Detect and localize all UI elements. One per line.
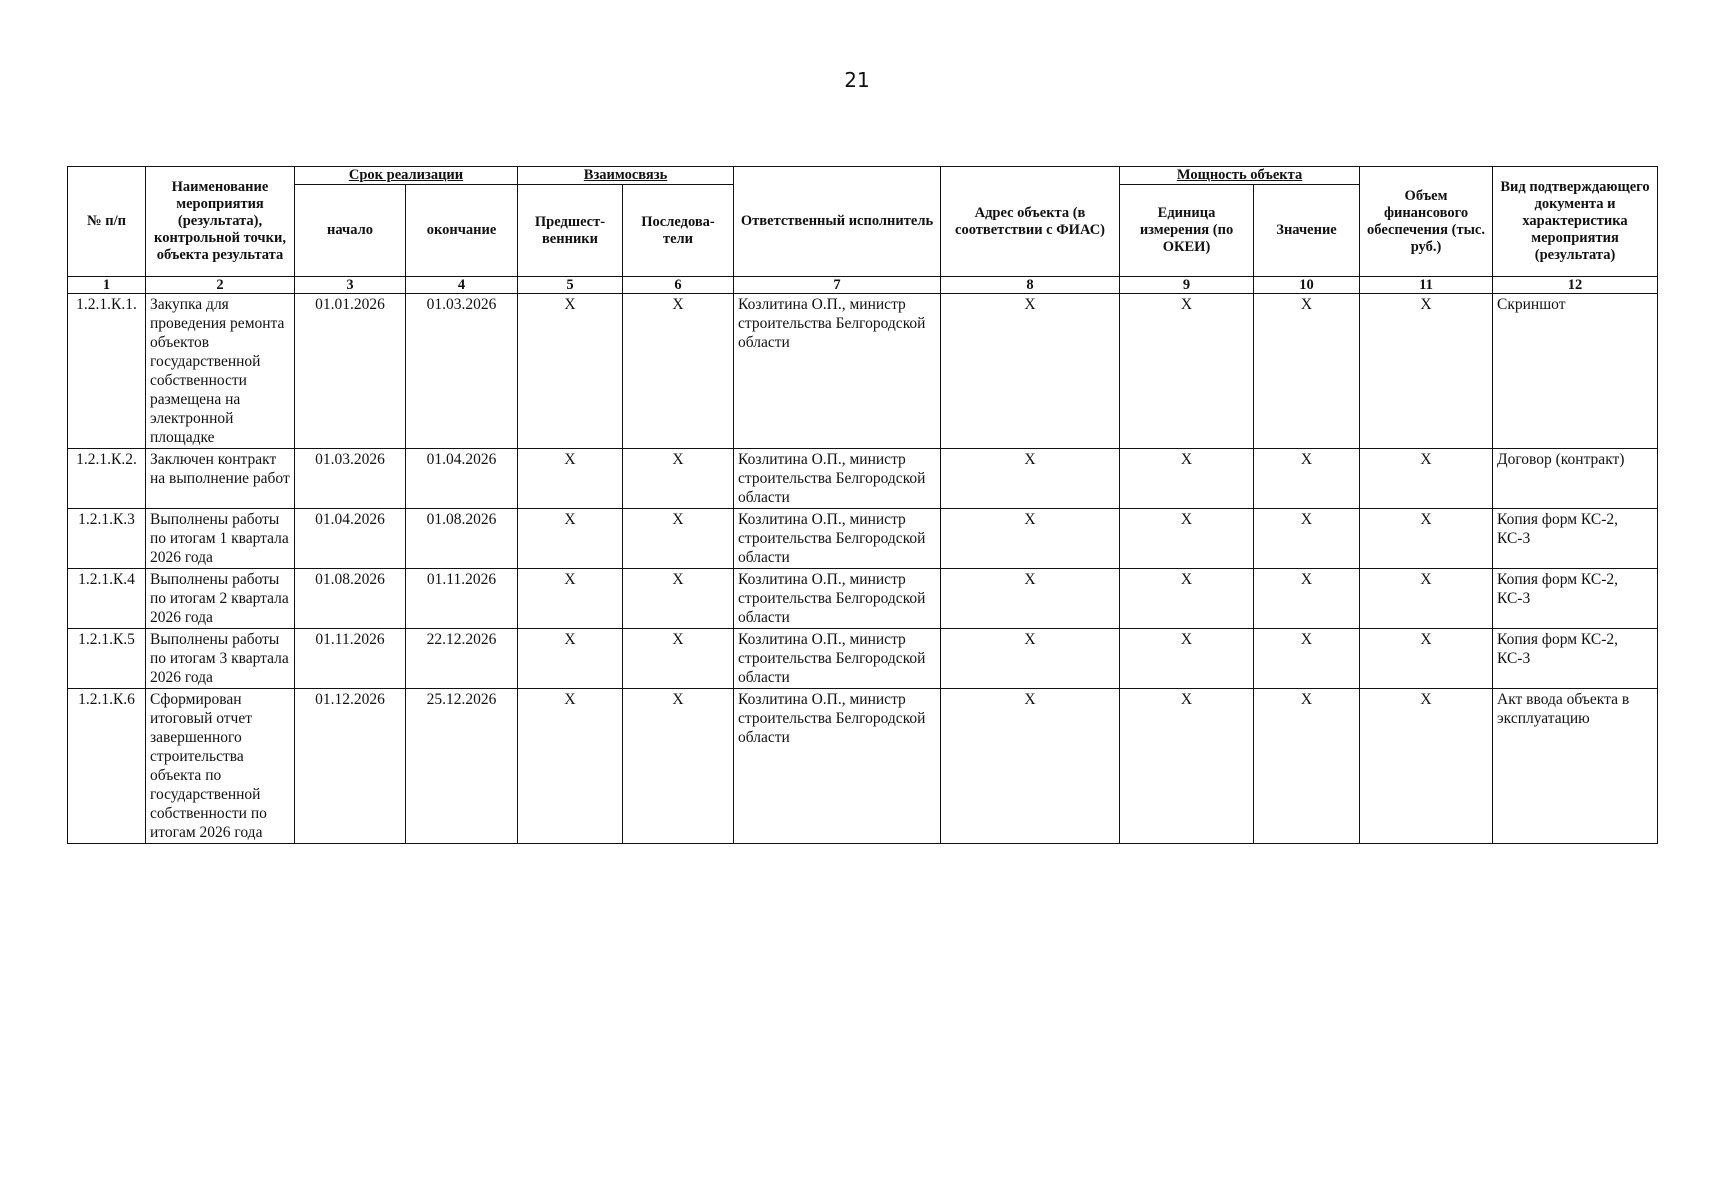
row-unit: X: [1120, 294, 1254, 449]
row-number: 1.2.1.К.4: [68, 569, 146, 629]
row-unit: X: [1120, 689, 1254, 844]
row-number: 1.2.1.К.1.: [68, 294, 146, 449]
header-successors: Последова-тели: [623, 185, 734, 277]
column-number: 3: [295, 277, 406, 294]
row-responsible: Козлитина О.П., министр строительства Белгородской области: [734, 509, 941, 569]
row-value: X: [1254, 509, 1360, 569]
column-number: 11: [1360, 277, 1493, 294]
row-end-date: 22.12.2026: [406, 629, 518, 689]
column-number: 5: [518, 277, 623, 294]
row-successors: X: [623, 509, 734, 569]
table-row: [68, 509, 1658, 569]
header-unit: Единица измерения (по ОКЕИ): [1120, 185, 1254, 277]
row-document: Копия форм КС-2, КС-3: [1493, 509, 1658, 569]
table-row: [68, 689, 1658, 844]
row-end-date: 01.11.2026: [406, 569, 518, 629]
row-responsible: Козлитина О.П., министр строительства Белгородской области: [734, 689, 941, 844]
row-name: Выполнены работы по итогам 2 квартала 2026 года: [146, 569, 295, 629]
row-finance: X: [1360, 629, 1493, 689]
row-start-date: 01.03.2026: [295, 449, 406, 509]
header-num: № п/п: [68, 167, 146, 277]
header-name: Наименование мероприятия (результата), контрольной точки, объекта результата: [146, 167, 295, 277]
row-name: Закупка для проведения ремонта объектов государственной собственности размещена на электронной площадке: [146, 294, 295, 449]
row-responsible: Козлитина О.П., министр строительства Белгородской области: [734, 569, 941, 629]
header-responsible: Ответственный исполнитель: [734, 167, 941, 277]
row-successors: X: [623, 629, 734, 689]
row-finance: X: [1360, 294, 1493, 449]
row-end-date: 01.03.2026: [406, 294, 518, 449]
header-value: Значение: [1254, 185, 1360, 277]
row-start-date: 01.08.2026: [295, 569, 406, 629]
row-successors: X: [623, 294, 734, 449]
row-address: X: [941, 449, 1120, 509]
row-predecessors: X: [518, 629, 623, 689]
row-successors: X: [623, 689, 734, 844]
row-predecessors: X: [518, 689, 623, 844]
row-address: X: [941, 569, 1120, 629]
row-name: Выполнены работы по итогам 1 квартала 2026 года: [146, 509, 295, 569]
column-number: 9: [1120, 277, 1254, 294]
row-number: 1.2.1.К.3: [68, 509, 146, 569]
header-finance: Объем финансового обеспечения (тыс. руб.): [1360, 167, 1493, 277]
table-row: [68, 449, 1658, 509]
column-number: 1: [68, 277, 146, 294]
row-predecessors: X: [518, 449, 623, 509]
column-number: 8: [941, 277, 1120, 294]
row-start-date: 01.12.2026: [295, 689, 406, 844]
column-number: 10: [1254, 277, 1360, 294]
row-finance: X: [1360, 509, 1493, 569]
row-document: Копия форм КС-2, КС-3: [1493, 569, 1658, 629]
row-address: X: [941, 689, 1120, 844]
row-name: Выполнены работы по итогам 3 квартала 2026 года: [146, 629, 295, 689]
row-responsible: Козлитина О.П., министр строительства Белгородской области: [734, 629, 941, 689]
header-document: Вид подтверждающего документа и характеристика мероприятия (результата): [1493, 167, 1658, 277]
row-unit: X: [1120, 509, 1254, 569]
row-document: Скриншот: [1493, 294, 1658, 449]
column-number: 7: [734, 277, 941, 294]
row-address: X: [941, 509, 1120, 569]
column-number: 6: [623, 277, 734, 294]
row-value: X: [1254, 629, 1360, 689]
header-address: Адрес объекта (в соответствии с ФИАС): [941, 167, 1120, 277]
header-start: начало: [295, 185, 406, 277]
row-document: Копия форм КС-2, КС-3: [1493, 629, 1658, 689]
row-responsible: Козлитина О.П., министр строительства Белгородской области: [734, 449, 941, 509]
row-unit: X: [1120, 449, 1254, 509]
row-number: 1.2.1.К.5: [68, 629, 146, 689]
row-document: Акт ввода объекта в эксплуатацию: [1493, 689, 1658, 844]
header-row-1: [68, 167, 1658, 185]
row-end-date: 01.08.2026: [406, 509, 518, 569]
table-row: [68, 629, 1658, 689]
row-responsible: Козлитина О.П., министр строительства Белгородской области: [734, 294, 941, 449]
row-predecessors: X: [518, 294, 623, 449]
row-predecessors: X: [518, 569, 623, 629]
row-value: X: [1254, 449, 1360, 509]
row-start-date: 01.11.2026: [295, 629, 406, 689]
header-capacity-group: Мощность объекта: [1120, 167, 1360, 185]
row-start-date: 01.01.2026: [295, 294, 406, 449]
row-number: 1.2.1.К.2.: [68, 449, 146, 509]
row-finance: X: [1360, 449, 1493, 509]
table-row: [68, 294, 1658, 449]
column-number: 12: [1493, 277, 1658, 294]
header-link-group: Взаимосвязь: [518, 167, 734, 185]
row-successors: X: [623, 569, 734, 629]
row-start-date: 01.04.2026: [295, 509, 406, 569]
row-name: Заключен контракт на выполнение работ: [146, 449, 295, 509]
row-document: Договор (контракт): [1493, 449, 1658, 509]
row-address: X: [941, 629, 1120, 689]
row-name: Сформирован итоговый отчет завершенного строительства объекта по государственной собственности по итогам 2026 года: [146, 689, 295, 844]
table-row: [68, 569, 1658, 629]
row-end-date: 01.04.2026: [406, 449, 518, 509]
row-unit: X: [1120, 629, 1254, 689]
header-end: окончание: [406, 185, 518, 277]
row-value: X: [1254, 689, 1360, 844]
header-predecessors: Предшест-венники: [518, 185, 623, 277]
column-number: 2: [146, 277, 295, 294]
page-number: 21: [844, 68, 870, 92]
row-predecessors: X: [518, 509, 623, 569]
row-finance: X: [1360, 569, 1493, 629]
column-numbers-row: [68, 277, 1658, 294]
row-address: X: [941, 294, 1120, 449]
row-finance: X: [1360, 689, 1493, 844]
column-number: 4: [406, 277, 518, 294]
header-term-group: Срок реализации: [295, 167, 518, 185]
plan-table: [67, 166, 1658, 844]
row-number: 1.2.1.К.6: [68, 689, 146, 844]
row-unit: X: [1120, 569, 1254, 629]
row-end-date: 25.12.2026: [406, 689, 518, 844]
row-value: X: [1254, 569, 1360, 629]
row-value: X: [1254, 294, 1360, 449]
row-successors: X: [623, 449, 734, 509]
